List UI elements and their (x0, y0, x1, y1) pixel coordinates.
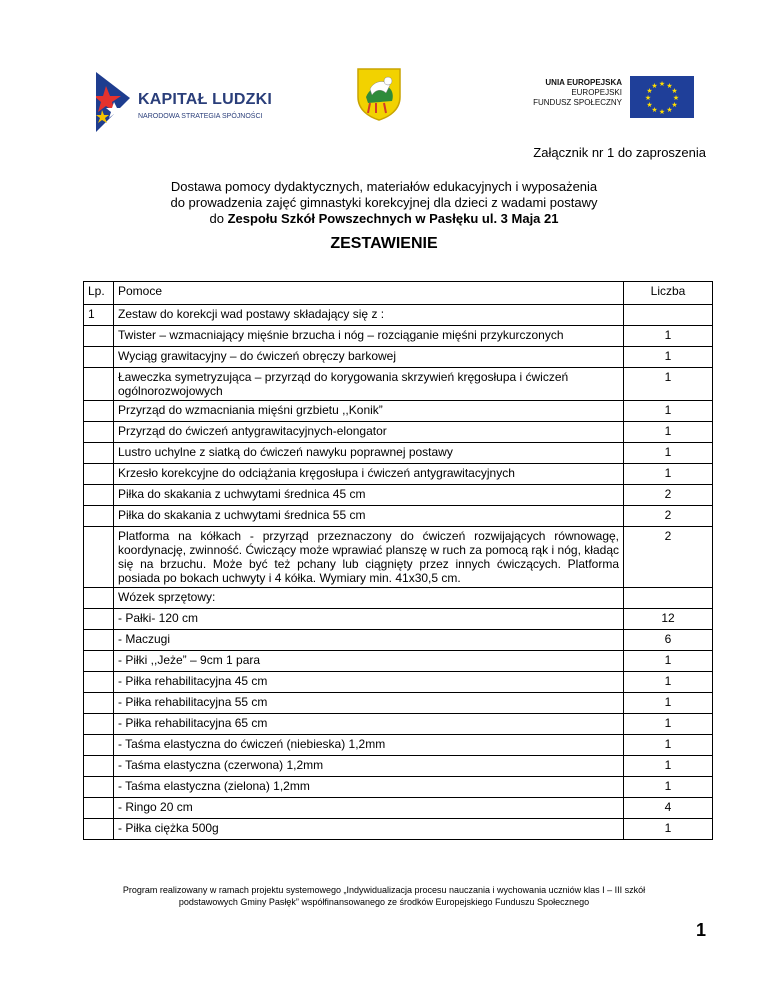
table-row (84, 756, 713, 777)
eu-flag-icon (630, 76, 694, 118)
svg-text:★: ★ (666, 106, 673, 114)
item-name: - Piłka ciężka 500g (114, 819, 624, 840)
eu-line-2: EUROPEJSKI (571, 88, 622, 97)
item-name: - Taśma elastyczna (czerwona) 1,2mm (114, 756, 624, 777)
table-row (84, 527, 713, 588)
table-row (84, 443, 713, 464)
item-name: - Ringo 20 cm (114, 798, 624, 819)
group-row (84, 588, 713, 609)
eu-line-1: UNIA EUROPEJSKA (545, 78, 622, 87)
item-qty: 1 (624, 368, 713, 401)
item-qty: 1 (624, 672, 713, 693)
item-qty: 1 (624, 777, 713, 798)
table-row (84, 326, 713, 347)
item-name: - Taśma elastyczna (zielona) 1,2mm (114, 777, 624, 798)
intro-line-2: do prowadzenia zajęć gimnastyki korekcyjnej dla dzieci z wadami postawy (170, 195, 598, 210)
intro-line-3: do Zespołu Szkół Powszechnych w Pasłęku ul. 3 Maja 21 (209, 211, 559, 226)
item-qty: 2 (624, 527, 713, 588)
item-qty: 1 (624, 735, 713, 756)
item-qty: 1 (624, 443, 713, 464)
table-row (84, 609, 713, 630)
group-title: Wózek sprzętowy: (114, 588, 624, 609)
intro-text (0, 179, 768, 227)
table-row (84, 798, 713, 819)
footer-line-2: podstawowych Gminy Pasłęk” współfinansowanego ze środków Europejskiego Funduszu Społecznego (178, 897, 590, 907)
kapital-ludzki-title: KAPITAŁ LUDZKI (138, 91, 273, 108)
item-qty: 6 (624, 630, 713, 651)
table-row (84, 651, 713, 672)
equipment-table (83, 281, 713, 840)
item-name: Wyciąg grawitacyjny – do ćwiczeń obręczy barkowej (114, 347, 624, 368)
table-row (84, 347, 713, 368)
page-title: ZESTAWIENIE (330, 235, 438, 252)
table-row (84, 422, 713, 443)
svg-text:★: ★ (651, 82, 658, 90)
intro-line-1: Dostawa pomocy dydaktycznych, materiałów edukacyjnych i wyposażenia (170, 179, 598, 194)
item-qty: 1 (624, 422, 713, 443)
kapital-ludzki-logo (96, 72, 296, 132)
coat-of-arms (356, 67, 402, 121)
item-name: Przyrząd do ćwiczeń antygrawitacyjnych-elongator (114, 422, 624, 443)
svg-text:★: ★ (658, 80, 666, 88)
annex-label: Załącznik nr 1 do zaproszenia (533, 145, 706, 160)
svg-text:★: ★ (646, 87, 653, 95)
header-liczba: Liczba (624, 282, 713, 305)
item-name: Przyrząd do wzmacniania mięśni grzbietu ,,Konik” (114, 401, 624, 422)
svg-text:★: ★ (671, 87, 678, 95)
footer-note (0, 884, 768, 908)
table-row (84, 714, 713, 735)
item-qty: 1 (624, 651, 713, 672)
item-qty: 1 (624, 714, 713, 735)
item-qty: 1 (624, 326, 713, 347)
item-qty: 12 (624, 609, 713, 630)
item-name: - Piłka rehabilitacyjna 45 cm (114, 672, 624, 693)
item-name: Platforma na kółkach - przyrząd przeznaczony do ćwiczeń rozwijających równowagę, koordynację, zwinność. Ćwiczący może wprawiać planszę w ruch za pomocą rąk i nóg, kładąc się na brzuchu. Może być też pchany lub ciągnięty przez innych ćwiczących. Platforma posiada po bokach uchwyty i 4 kółka. Wymiary min. 41x30,5 cm. (114, 527, 624, 588)
group-row (84, 305, 713, 326)
kapital-ludzki-star-icon (96, 72, 136, 132)
svg-text:★: ★ (658, 108, 666, 116)
table-row (84, 777, 713, 798)
svg-text:★: ★ (646, 101, 653, 109)
header-lp: Lp. (84, 282, 114, 305)
coat-of-arms-icon (356, 67, 402, 121)
table-row (84, 464, 713, 485)
svg-text:★: ★ (671, 101, 678, 109)
item-name: Ławeczka symetryzująca – przyrząd do korygowania skrzywień kręgosłupa i ćwiczeń ogólnorozwojowych (114, 368, 624, 401)
kapital-ludzki-subtitle: NARODOWA STRATEGIA SPÓJNOŚCI (138, 113, 263, 120)
group-lp: 1 (84, 305, 114, 326)
item-name: Piłka do skakania z uchwytami średnica 55 cm (114, 506, 624, 527)
item-qty: 1 (624, 464, 713, 485)
table-row (84, 735, 713, 756)
svg-text:★: ★ (644, 94, 652, 102)
svg-text:★: ★ (672, 94, 680, 102)
eu-line-3: FUNDUSZ SPOŁECZNY (533, 98, 622, 107)
item-name: Krzesło korekcyjne do odciążania kręgosłupa i ćwiczeń antygrawitacyjnych (114, 464, 624, 485)
table-row (84, 693, 713, 714)
table-row (84, 506, 713, 527)
table-row (84, 819, 713, 840)
header-pomoce: Pomoce (114, 282, 624, 305)
item-name: - Taśma elastyczna do ćwiczeń (niebieska) 1,2mm (114, 735, 624, 756)
item-qty: 1 (624, 756, 713, 777)
table-row (84, 368, 713, 401)
school-name: Zespołu Szkół Powszechnych w Pasłęku ul. 3 Maja 21 (227, 211, 559, 226)
svg-text:★: ★ (651, 106, 658, 114)
item-qty: 4 (624, 798, 713, 819)
table-row (84, 672, 713, 693)
table-row (84, 401, 713, 422)
item-qty: 2 (624, 506, 713, 527)
item-name: - Piłki ,,Jeże” – 9cm 1 para (114, 651, 624, 672)
table-row (84, 485, 713, 506)
item-name: - Piłka rehabilitacyjna 65 cm (114, 714, 624, 735)
eu-logo (526, 76, 694, 118)
item-name: Twister – wzmacniający mięśnie brzucha i nóg – rozciąganie mięśni przykurczonych (114, 326, 624, 347)
item-qty: 1 (624, 401, 713, 422)
table-row (84, 630, 713, 651)
item-name: - Maczugi (114, 630, 624, 651)
item-name: Piłka do skakania z uchwytami średnica 45 cm (114, 485, 624, 506)
table-header-row (84, 282, 713, 305)
page-number: 1 (695, 920, 706, 940)
item-qty: 1 (624, 347, 713, 368)
item-name: Lustro uchylne z siatką do ćwiczeń nawyku poprawnej postawy (114, 443, 624, 464)
footer-line-1: Program realizowany w ramach projektu systemowego „Indywidualizacja procesu nauczania i wychowania uczniów klas I – III szkół (122, 885, 646, 895)
logo-header (0, 60, 768, 140)
item-qty: 1 (624, 693, 713, 714)
svg-text:★: ★ (666, 82, 673, 90)
item-qty: 2 (624, 485, 713, 506)
item-qty: 1 (624, 819, 713, 840)
group-title: Zestaw do korekcji wad postawy składający się z : (114, 305, 624, 326)
item-name: - Pałki- 120 cm (114, 609, 624, 630)
item-name: - Piłka rehabilitacyjna 55 cm (114, 693, 624, 714)
